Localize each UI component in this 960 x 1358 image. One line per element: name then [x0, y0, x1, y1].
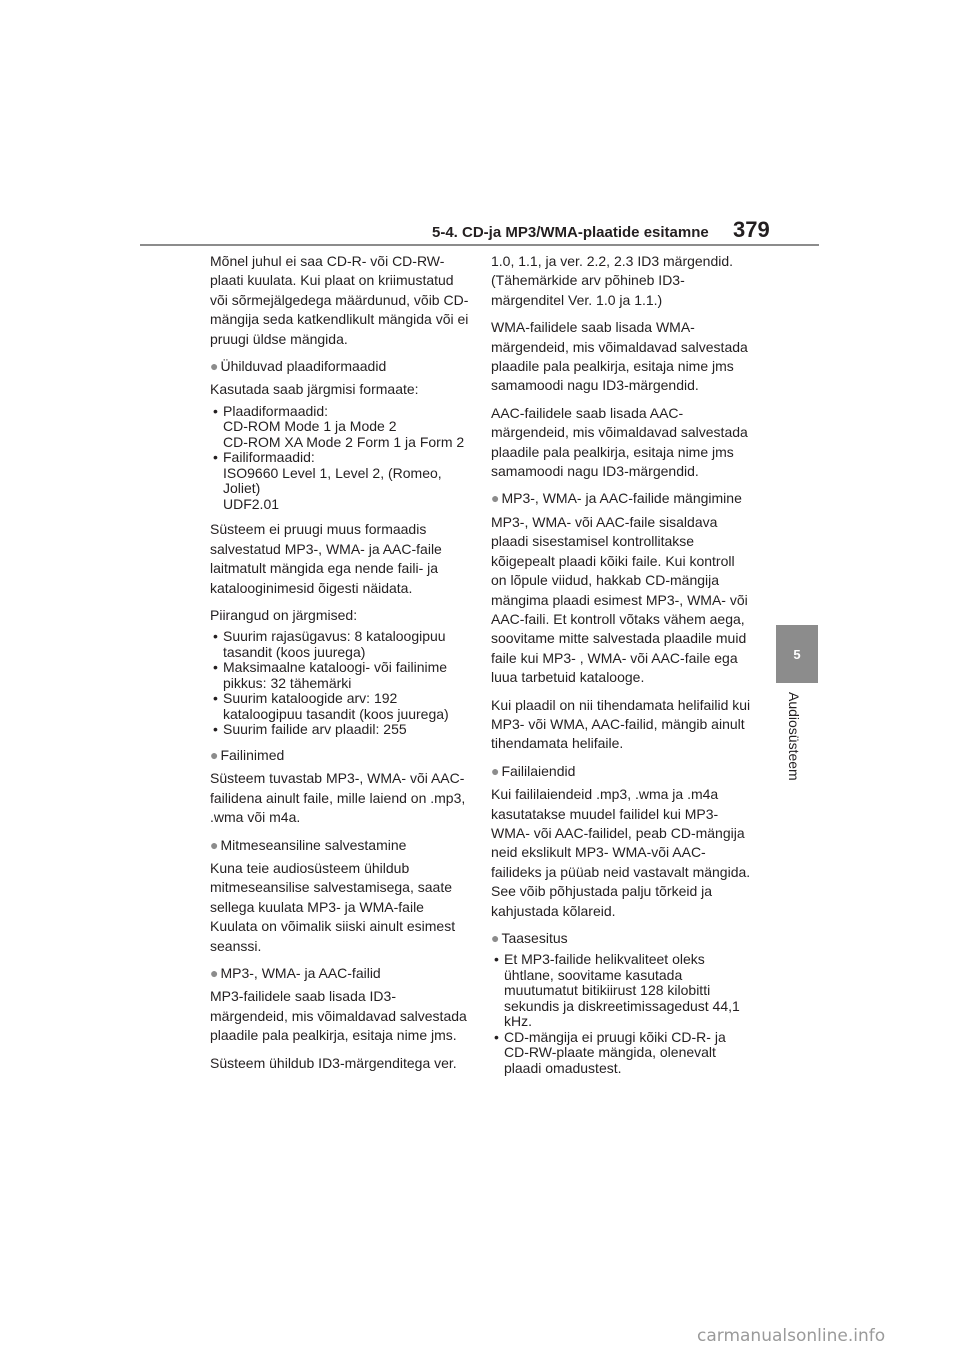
paragraph: Kuna teie audiosüsteem ühildub mitmeseansilise salvestamisega, saate sellega kuulata MP3- ja WMA-faile Kuulata on võimalik siiski ainult esimest seanssi.	[210, 859, 456, 954]
paragraph: Süsteem tuvastab MP3-, WMA- või AAC-failidena ainult faile, mille laiend on .mp3, .wma või m4a.	[210, 770, 466, 826]
paragraph: Kui plaadil on nii tihendamata helifailid kui MP3- või WMA, AAC-failid, mängib ainult tihendamata helifaile.	[491, 696, 751, 752]
bullet-icon: ●	[491, 762, 500, 779]
list-item: • Suurim failide arv plaadil: 255	[210, 722, 472, 738]
paragraph: Kui faililaiendeid .mp3, .wma ja .m4a kasutatakse muudel failidel kui MP3-WMA- või AAC-failidel, peab CD-mängija neid ekslikult MP3- WMA-või AAC-failideks ja püüab neid vastavalt mängida. See võib põhjustada palju tõrkeid ja kahjustada kõlareid.	[491, 786, 751, 919]
list-item: • Maksimaalne kataloogi- või failinime pikkus: 32 tähemärki	[210, 660, 472, 691]
right-column	[491, 252, 753, 1084]
paragraph: 1.0, 1.1, ja ver. 2.2, 2.3 ID3 märgendid. (Tähemärkide arv põhineb ID3-märgenditel Ver. 1.0 ja 1.1.)	[491, 253, 734, 308]
watermark: carmanualsonline.info	[697, 1326, 886, 1346]
bullet-icon: ●	[210, 358, 219, 375]
subheading: ● Ühilduvad plaadiformaadid	[210, 357, 472, 376]
chapter-label: Audiosüsteem	[786, 692, 802, 781]
section-title: 5-4. CD-ja MP3/WMA-plaatide esitamne	[432, 224, 709, 241]
chapter-tab: 5	[776, 625, 818, 683]
list-item: • Suurim rajasügavus: 8 kataloogipuu tasandit (koos juurega)	[210, 629, 472, 660]
bullet-icon: ●	[491, 490, 500, 507]
paragraph: WMA-failidele saab lisada WMA-märgendeid, mis võimaldavad salvestada plaadile pala pealkirja, esitaja nime jms samamoodi nagu ID3-märgendid.	[491, 319, 748, 394]
list-item: • CD-mängija ei pruugi kõiki CD-R- ja CD-RW-plaate mängida, olenevalt plaadi omadustest.	[491, 1030, 753, 1077]
subheading: ● Faililaiendid	[491, 762, 753, 781]
left-column	[210, 252, 472, 1081]
subheading: ● Failinimed	[210, 746, 472, 765]
bullet-icon: ●	[491, 930, 500, 946]
subheading: ● MP3-, WMA- ja AAC-failide mängimine	[491, 489, 753, 508]
list-item: • Failiformaadid: ISO9660 Level 1, Level 2, (Romeo, Joliet) UDF2.01	[210, 450, 472, 512]
limits-list	[210, 629, 472, 738]
subheading: ● Taasesitus	[491, 929, 753, 948]
list-item: • Et MP3-failide helikvaliteet oleks ühtlane, soovitame kasutada muutumatut bitikiirust 128 kilobitti sekundis ja diskreetimissagedust 44,1 kHz.	[491, 952, 753, 1030]
paragraph: MP3-, WMA- või AAC-faile sisaldava plaadi sisestamisel kontrollitakse kõigepealt plaadi kõiki faile. Kui kontroll on lõpule viidud, hakkab CD-mängija mängima plaadi esimest MP3-, WMA- või AAC-faili. Et kontroll võtaks vähem aega, soovitame mitte salvestada plaadile muid faile kui MP3- , WMA- või AAC-faile ega luua tarbetuid katalooge.	[491, 513, 748, 686]
paragraph: Süsteem ei pruugi muus formaadis salvestatud MP3-, WMA- ja AAC-faile laitmatult mängida ega nende faili- ja katalooginimesid õigesti näidata.	[210, 521, 442, 596]
playback-list	[491, 952, 753, 1076]
header-divider	[140, 244, 819, 246]
paragraph: AAC-failidele saab lisada AAC-märgendeid, mis võimaldavad salvestada plaadile pala pealkirja, esitaja nime jms samamoodi nagu ID3-märgendid.	[491, 404, 748, 480]
list-item: • Plaadiformaadid: CD-ROM Mode 1 ja Mode 2 CD-ROM XA Mode 2 Form 1 ja Form 2	[210, 404, 472, 451]
paragraph: Kasutada saab järgmisi formaate:	[210, 381, 419, 398]
page-number: 379	[733, 217, 770, 242]
subheading: ● Mitmeseansiline salvestamine	[210, 836, 472, 855]
bullet-icon: ●	[210, 836, 219, 853]
paragraph: Piirangud on järgmised:	[210, 606, 358, 623]
format-list	[210, 404, 472, 513]
paragraph: MP3-failidele saab lisada ID3-märgendeid, mis võimaldavad salvestada plaadile pala pealkirja, esitaja nime jms.	[210, 988, 467, 1044]
bullet-icon: ●	[210, 964, 219, 981]
bullet-icon: ●	[210, 746, 219, 763]
list-item: • Suurim kataloogide arv: 192 kataloogipuu tasandit (koos juurega)	[210, 691, 472, 722]
paragraph: Süsteem ühildub ID3-märgenditega ver.	[210, 1054, 457, 1071]
paragraph: Mõnel juhul ei saa CD-R- või CD-RW-plaati kuulata. Kui plaat on kriimustatud või sõrmejälgedega määrdunud, võib CD-mängija seda katkendlikult mängida või ei pruugi üldse mängida.	[210, 253, 469, 347]
subheading: ● MP3-, WMA- ja AAC-failid	[210, 964, 472, 983]
